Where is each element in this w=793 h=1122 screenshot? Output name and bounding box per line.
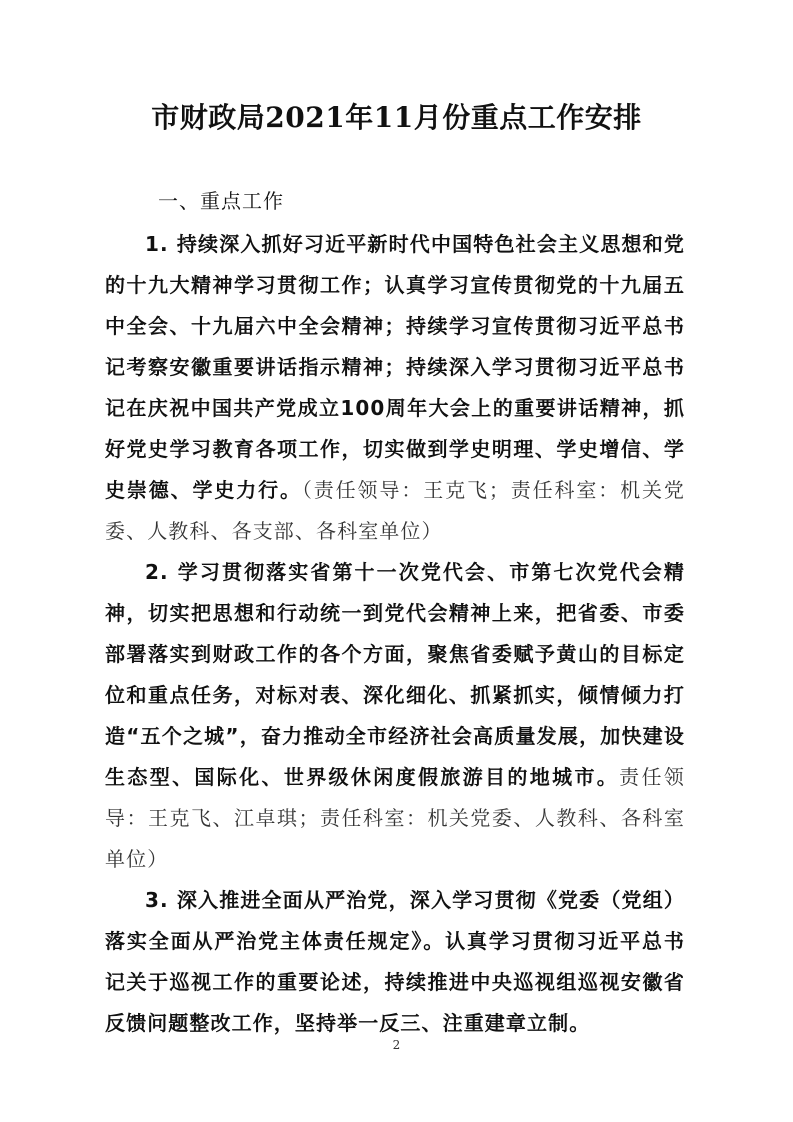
document-body — [105, 224, 685, 1044]
section-heading: 一、重点工作 — [158, 189, 284, 213]
responsibility-note: 责任领导：王克飞、江卓琪；责任科室：机关党委、人教科、各科室单位） — [105, 765, 685, 871]
work-item-text: 2. 学习贯彻落实省第十一次党代会、市第七次党代会精神，切实把思想和行动统一到党代会精神上来，把省委、市委部署落实到财政工作的各个方面，聚焦省委赋予黄山的目标定位和重点任务，对标对表、深化细化、抓紧抓实，倾情倾力打造“五个之城”，奋力推动全市经济社会高质量发展，加快建设生态型、国际化、世界级休闲度假旅游目的地城市。 — [105, 560, 685, 789]
work-item-3 — [105, 880, 685, 1044]
work-item-text: 1. 持续深入抓好习近平新时代中国特色社会主义思想和党的十九大精神学习贯彻工作；认真学习宣传贯彻党的十九届五中全会、十九届六中全会精神；持续学习宣传贯彻习近平总书记考察安徽重要讲话指示精神；持续深入学习贯彻习近平总书记在庆祝中国共产党成立100周年大会上的重要讲话精神，抓好党史学习教育各项工作，切实做到学史明理、学史增信、学史崇德、学史力行。 — [105, 232, 685, 502]
work-item-1 — [105, 224, 685, 552]
responsibility-note: （责任领导：王克飞；责任科室：机关党委、人教科、各支部、各科室单位） — [105, 478, 685, 543]
document-title: 市财政局2021年11月份重点工作安排 — [151, 101, 642, 134]
work-item-text: 3. 深入推进全面从严治党，深入学习贯彻《党委（党组）落实全面从严治党主体责任规定》。认真学习贯彻习近平总书记关于巡视工作的重要论述，持续推进中央巡视组巡视安徽省反馈问题整改工作，坚持举一反三、注重建章立制。 — [105, 888, 685, 1035]
work-item-2 — [105, 552, 685, 880]
page-number: 2 — [392, 1038, 401, 1052]
